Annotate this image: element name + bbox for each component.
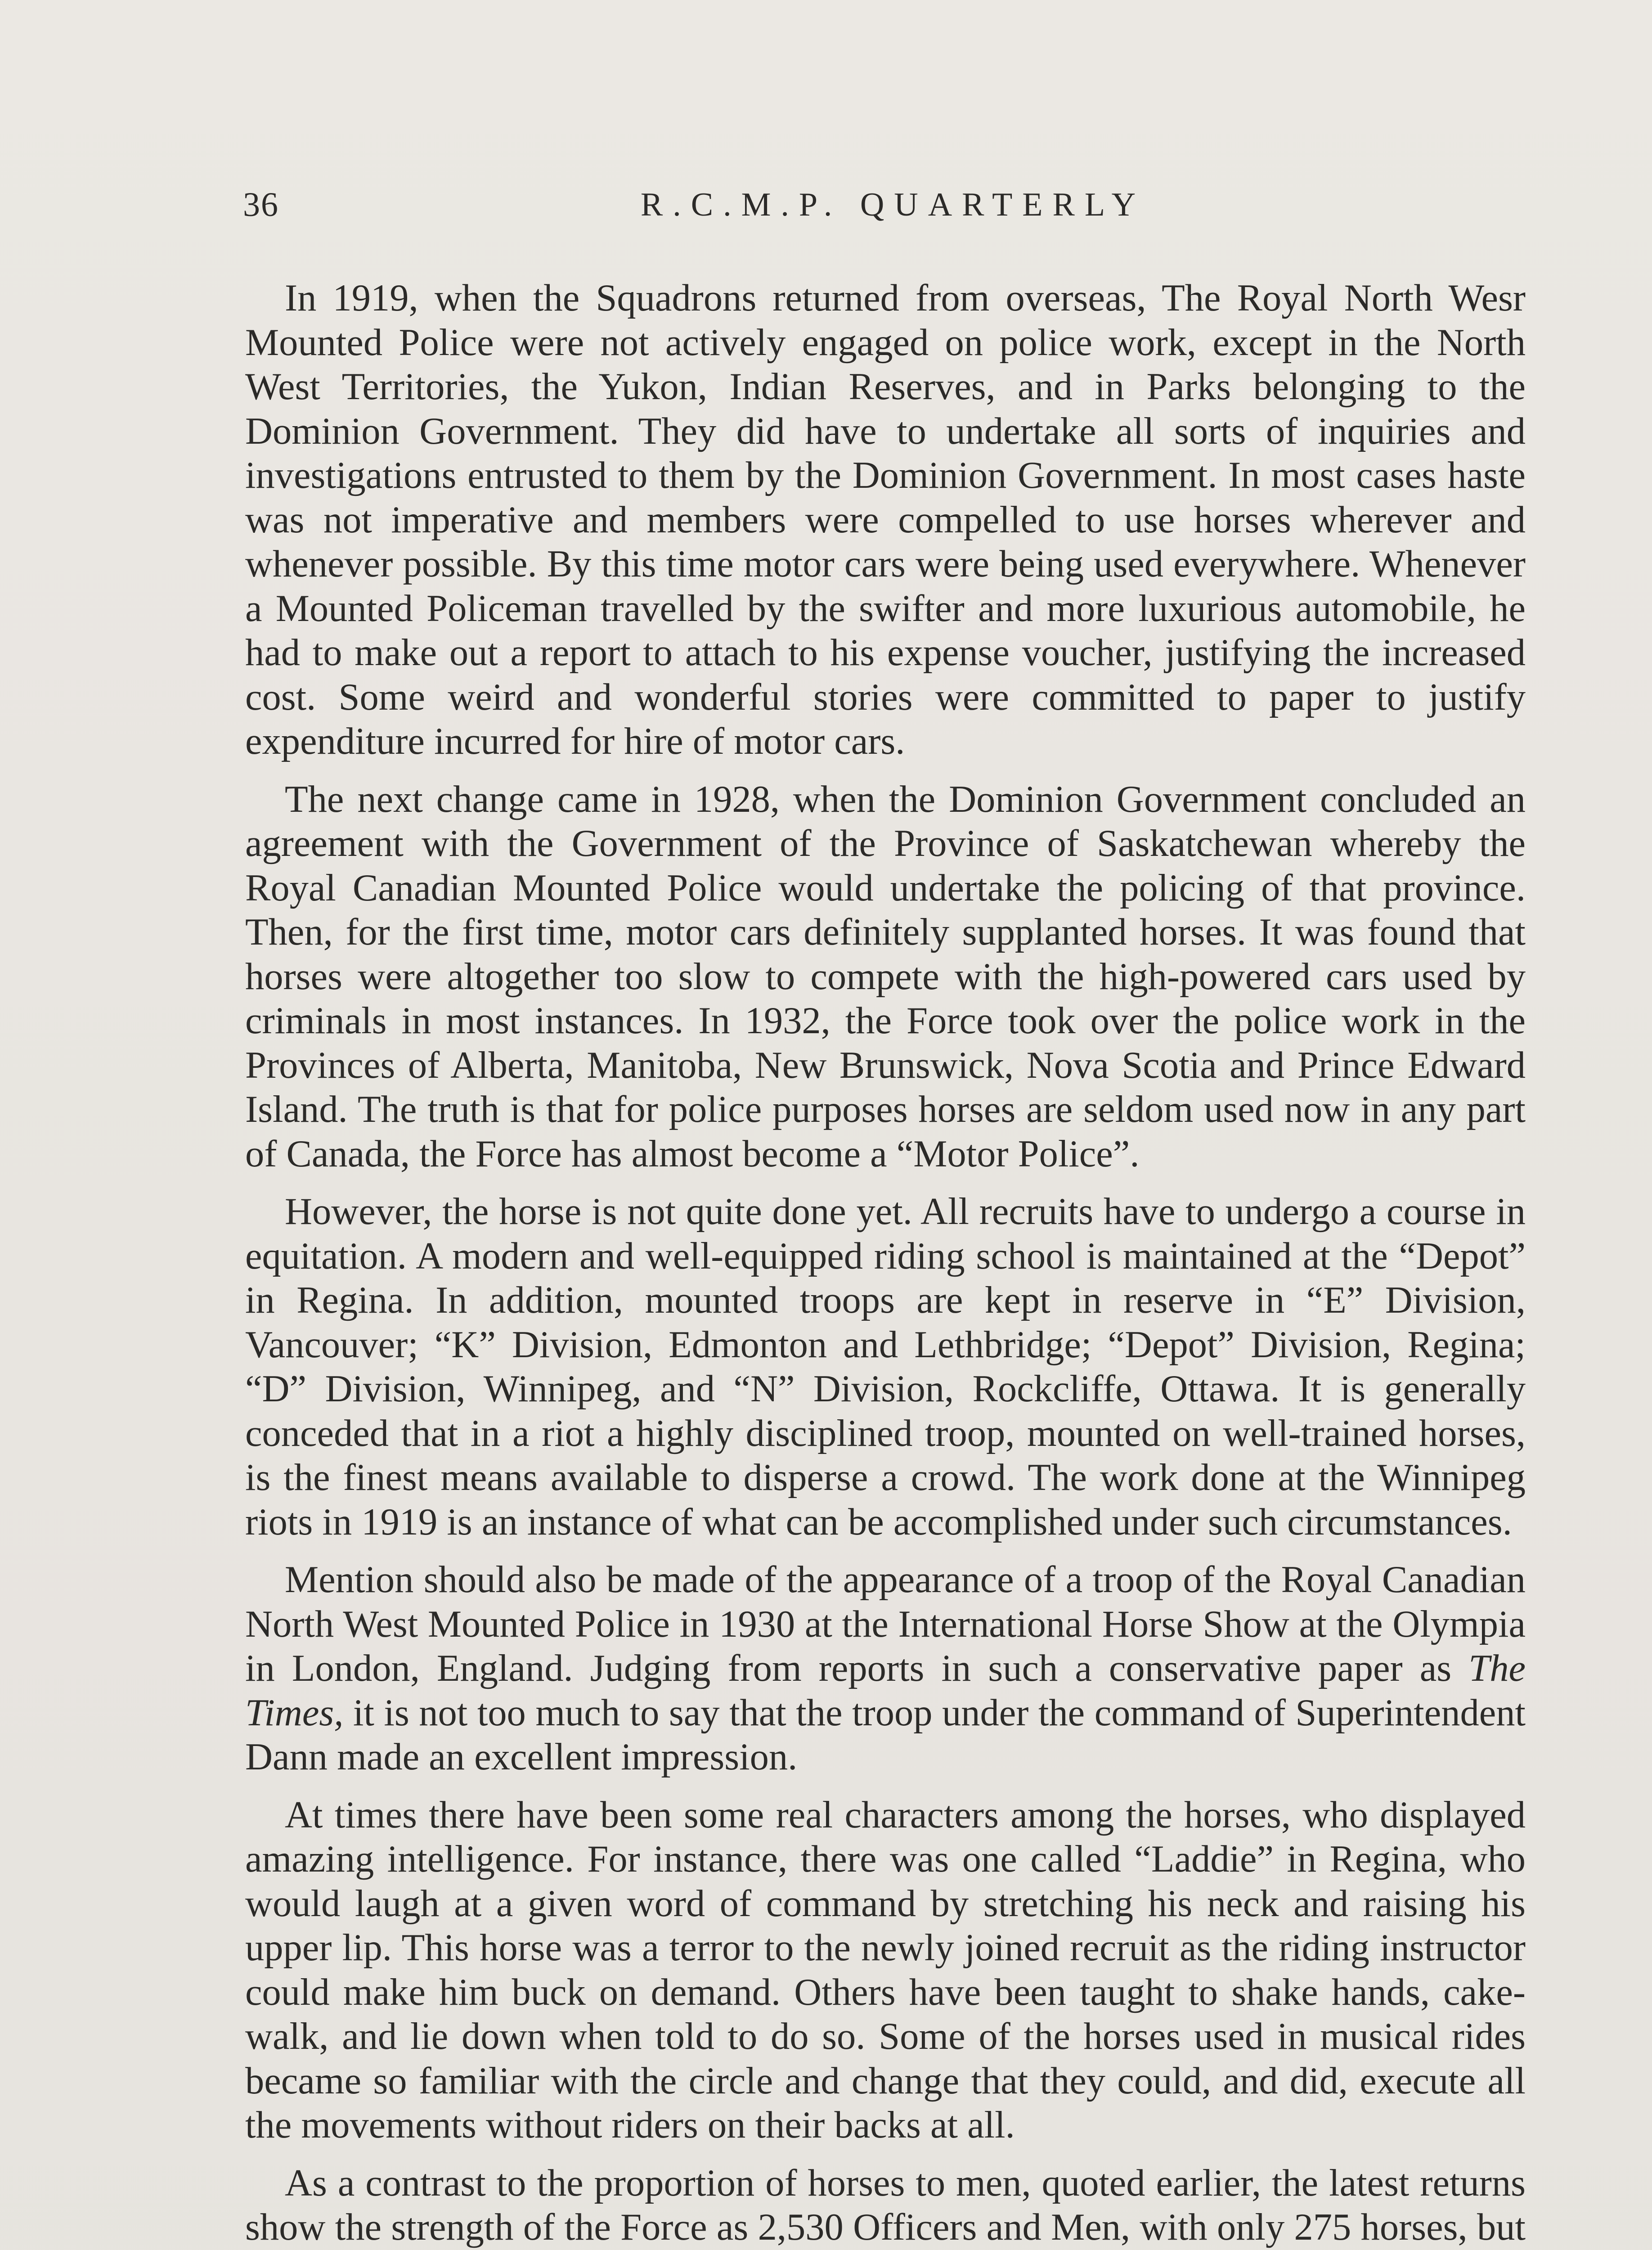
body-text: [245, 276, 1526, 2250]
paragraph-4-text-after: it is not too much to say that the troop under the command of Superintendent Dann made an excellent impression.: [245, 1692, 1526, 1778]
page-number: 36: [243, 186, 279, 224]
paragraph-6: As a contrast to the proportion of horses to men, quoted earlier, the latest returns show the strength of the Force as 2,530 Officers and Men, with only 275 horses, but: [245, 2162, 1526, 2248]
running-title: R.C.M.P. QUARTERLY: [640, 186, 1146, 223]
paragraph-5: At times there have been some real characters among the horses, who displayed amazing intelligence. For instance, there was one called “Laddie” in Regina, who would laugh at a given word of command by stretching his neck and raising his upper lip. This horse was a terror to the newly joined recruit as the riding instructor could make him buck on demand. Others have been taught to shake hands, cake-walk, and lie down when told to do so. Some of the horses used in musical rides became so familiar with the circle and change that they could, and did, execute all the movements without riders on their backs at all.: [245, 1794, 1526, 2146]
paragraph-3: However, the horse is not quite done yet. All recruits have to undergo a course in equitation. A modern and well-equipped riding school is maintained at the “Depot” in Regina. In addition, mounted troops are kept in reserve in “E” Division, Vancouver; “K” Division, Edmonton and Lethbridge; “Depot” Division, Regina; “D” Division, Winnipeg, and “N” Division, Rockcliffe, Ottawa. It is generally conceded that in a riot a highly disciplined troop, mounted on well-trained horses, is the finest means available to disperse a crowd. The work done at the Winnipeg riots in 1919 is an instance of what can be accomplished under such circumstances.: [245, 1191, 1526, 1543]
page-header: [243, 180, 1525, 230]
paragraph-4-text-before: Mention should also be made of the appearance of a troop of the Royal Canadian North West Mounted Police in 1930 at the International Horse Show at the Olympia in London, England. Judging from reports in such a conservative paper as: [245, 1559, 1526, 1689]
paragraph-1: In 1919, when the Squadrons returned from overseas, The Royal North Wesr Mounted Police were not actively engaged on police work, except in the North West Territories, the Yukon, Indian Reserves, and in Parks belonging to the Dominion Government. They did have to undertake all sorts of inquiries and investigations entrusted to them by the Dominion Government. In most cases haste was not imperative and members were compelled to use horses wherever and whenever possible. By this time motor cars were being used everywhere. Whenever a Mounted Policeman travelled by the swifter and more luxurious automobile, he had to make out a report to attach to his expense voucher, justifying the increased cost. Some weird and wonderful stories were committed to paper to justify expenditure incurred for hire of motor cars.: [245, 277, 1526, 762]
paragraph-2: The next change came in 1928, when the Dominion Government concluded an agreement with the Government of the Province of Saskatchewan whereby the Royal Canadian Mounted Police would undertake the policing of that province. Then, for the first time, motor cars definitely supplanted horses. It was found that horses were altogether too slow to compete with the high-powered cars used by criminals in most instances. In 1932, the Force took over the police work in the Provinces of Alberta, Manitoba, New Brunswick, Nova Scotia and Prince Edward Island. The truth is that for police purposes horses are seldom used now in any part of Canada, the Force has almost become a “Motor Police”.: [245, 778, 1526, 1175]
newspaper-title-italic: The Times,: [245, 1647, 1526, 1734]
paragraph-4: [245, 1558, 1526, 1780]
